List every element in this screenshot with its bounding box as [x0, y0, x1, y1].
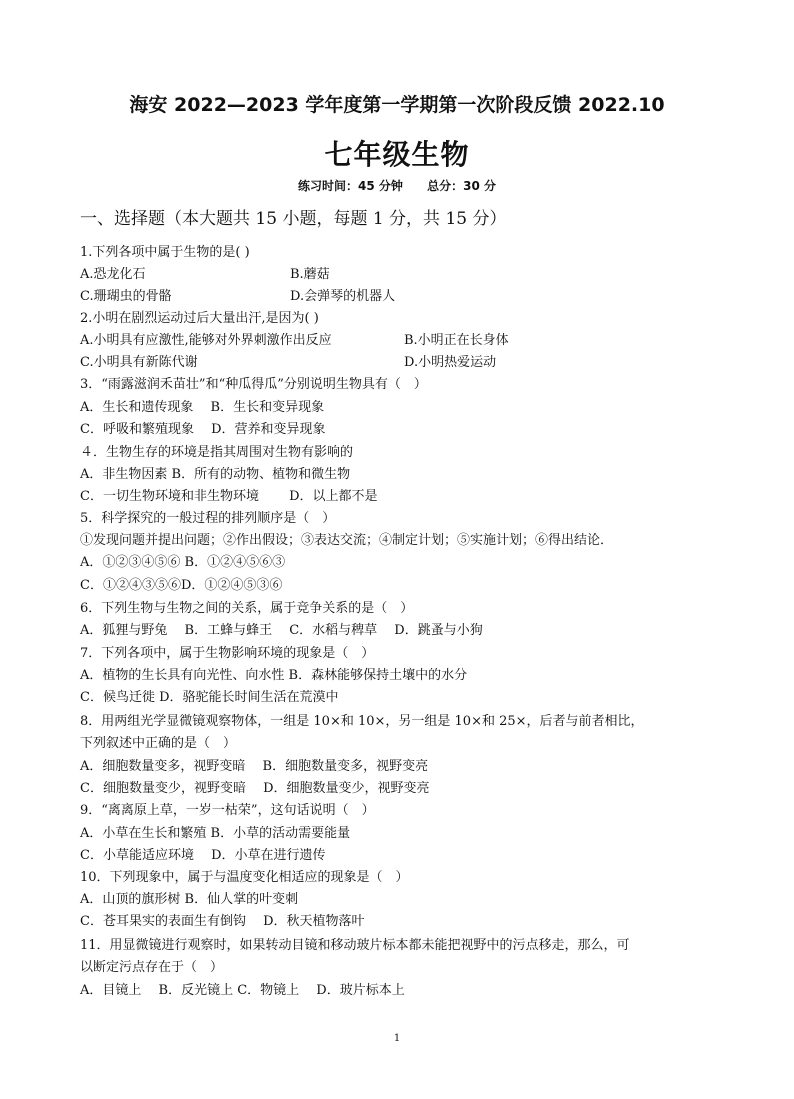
q2-option-d: D.小明热爱运动: [404, 355, 497, 370]
exam-meta: [0, 177, 794, 194]
question-6: 6．下列生物与生物之间的关系，属于竞争关系的是（ ）: [80, 601, 414, 616]
question-7: 7．下列各项中，属于生物影响环境的现象是（ ）: [80, 646, 375, 661]
q8-options-cd: C．细胞数量变少，视野变暗 D．细胞数量变少，视野变亮: [80, 781, 430, 796]
q7-options-ab: A．植物的生长具有向光性、向水性 B．森林能够保持土壤中的水分: [80, 668, 468, 683]
question-1: 1.下列各项中属于生物的是( ): [80, 245, 250, 260]
question-10: 10．下列现象中，属于与温度变化相适应的现象是（ ）: [80, 870, 409, 885]
q10-options-ab: A．山顶的旗形树 B．仙人掌的叶变刺: [80, 892, 299, 907]
q1-option-d: D.会弹琴的机器人: [290, 289, 396, 304]
section-heading: 一、选择题（本大题共 15 小题，每题 1 分，共 15 分）: [80, 209, 507, 229]
question-2: 2.小明在剧烈运动过后大量出汗,是因为( ): [80, 311, 319, 326]
q4-options-cd: C．一切生物环境和非生物环境 D．以上都不是: [80, 489, 378, 504]
q6-options: A．狐狸与野兔 B．工蜂与蜂王 C．水稻与稗草 D．跳蚤与小狗: [80, 623, 483, 638]
q2-option-a: A.小明具有应激性,能够对外界刺激作出反应: [80, 333, 332, 348]
q5-steps: ①发现问题并提出问题；②作出假设；③表达交流；④制定计划；⑤实施计划；⑥得出结论．: [80, 533, 614, 548]
question-3: 3．“雨露滋润禾苗壮”和“种瓜得瓜”分别说明生物具有（ ）: [80, 377, 427, 392]
q2-option-c: C.小明具有新陈代谢: [80, 355, 198, 370]
q1-option-c: C.珊瑚虫的骨骼: [80, 289, 172, 304]
q2-option-b: B.小明正在长身体: [404, 333, 509, 348]
q3-options-cd: C．呼吸和繁殖现象 D．营养和变异现象: [80, 422, 326, 437]
exam-score: 总分：30 分: [427, 179, 496, 193]
q11-options: A．目镜上 B．反光镜上 C．物镜上 D．玻片标本上: [80, 983, 405, 998]
q4-options-ab: A．非生物因素 B．所有的动物、植物和微生物: [80, 467, 351, 482]
q5-options-cd: C．①②④③⑤⑥D．①②④⑤③⑥: [80, 578, 283, 593]
subject-title: 七年级生物: [324, 138, 470, 171]
question-11: 11．用显微镜进行观察时，如果转动目镜和移动玻片标本都未能把视野中的污点移走，那么，可: [80, 938, 630, 953]
question-4: ４．生物生存的环境是指其周围对生物有影响的: [80, 445, 354, 460]
question-8-cont: 下列叙述中正确的是（ ）: [80, 736, 237, 751]
q9-options-ab: A．小草在生长和繁殖 B．小草的活动需要能量: [80, 826, 351, 841]
page-number: 1: [393, 1033, 401, 1044]
q5-options-ab: A．①②③④⑤⑥ B．①②④⑤⑥③: [80, 555, 286, 570]
question-9: 9．“离离原上草，一岁一枯荣”，这句话说明（ ）: [80, 803, 375, 818]
question-11-cont: 以断定污点存在于（ ）: [80, 960, 224, 975]
exam-title: 海安 2022—2023 学年度第一学期第一次阶段反馈 2022.10: [129, 94, 665, 116]
question-5: 5．科学探究的一般过程的排列顺序是（ ）: [80, 511, 336, 526]
exam-time: 练习时间：45 分钟: [298, 179, 403, 193]
q8-options-ab: A．细胞数量变多，视野变暗 B．细胞数量变多，视野变亮: [80, 759, 429, 774]
q10-options-cd: C．苍耳果实的表面生有倒钩 D．秋天植物落叶: [80, 914, 365, 929]
q9-options-cd: C．小草能适应环境 D．小草在进行遗传: [80, 848, 326, 863]
question-8: 8．用两组光学显微镜观察物体，一组是 10×和 10×，另一组是 10×和 25×，后者与前者相比，: [80, 714, 644, 729]
q1-option-a: A.恐龙化石: [80, 267, 146, 282]
q1-option-b: B.蘑菇: [290, 267, 330, 282]
q3-options-ab: A．生长和遗传现象 B．生长和变异现象: [80, 400, 325, 415]
q7-options-cd: C．候鸟迁徙 D．骆驼能长时间生活在荒漠中: [80, 690, 339, 705]
